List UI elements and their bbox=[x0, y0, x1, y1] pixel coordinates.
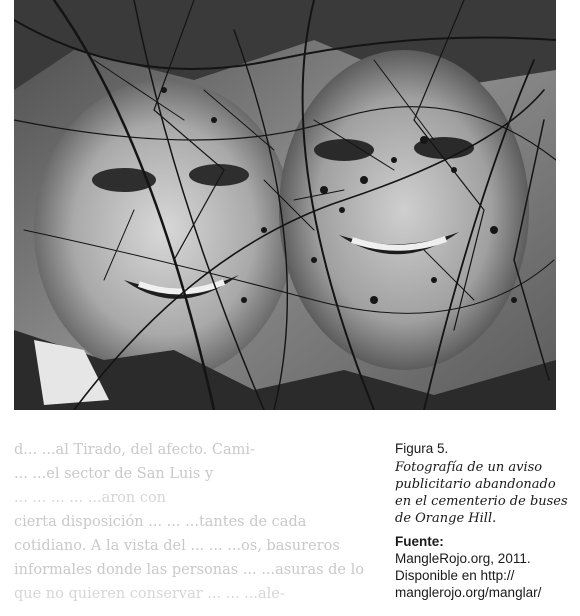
source-label: Fuente: bbox=[395, 534, 444, 549]
figure-caption bbox=[395, 440, 570, 601]
faded-body-text bbox=[14, 438, 370, 606]
body-line: informales donde las personas ... ...asuras de lo bbox=[14, 562, 364, 578]
figure-label: Figura 5. bbox=[395, 441, 449, 456]
source-text: MangleRojo.org, 2011. Disponible en http:// manglerojo.org/manglar/ bbox=[395, 551, 542, 600]
body-line: cierta disposición ... ... ...tantes de cada bbox=[14, 514, 307, 530]
photo-illustration bbox=[14, 0, 556, 410]
billboard-photograph bbox=[14, 0, 556, 410]
body-line: ... ...el sector de San Luis y bbox=[14, 466, 214, 482]
body-line: d... ...al Tirado, del afecto. Cami- bbox=[14, 442, 255, 458]
body-line: cotidiano. A la vista del ... ... ...os, basureros bbox=[14, 538, 340, 554]
figure-description: Fotografía de un aviso publicitario abandonado en el cementerio de buses de Orange Hill. bbox=[395, 460, 568, 526]
body-line: ... ... ... ... ...aron con bbox=[14, 490, 167, 506]
body-line: que no quieren conservar ... ... ...ale- bbox=[14, 586, 285, 602]
